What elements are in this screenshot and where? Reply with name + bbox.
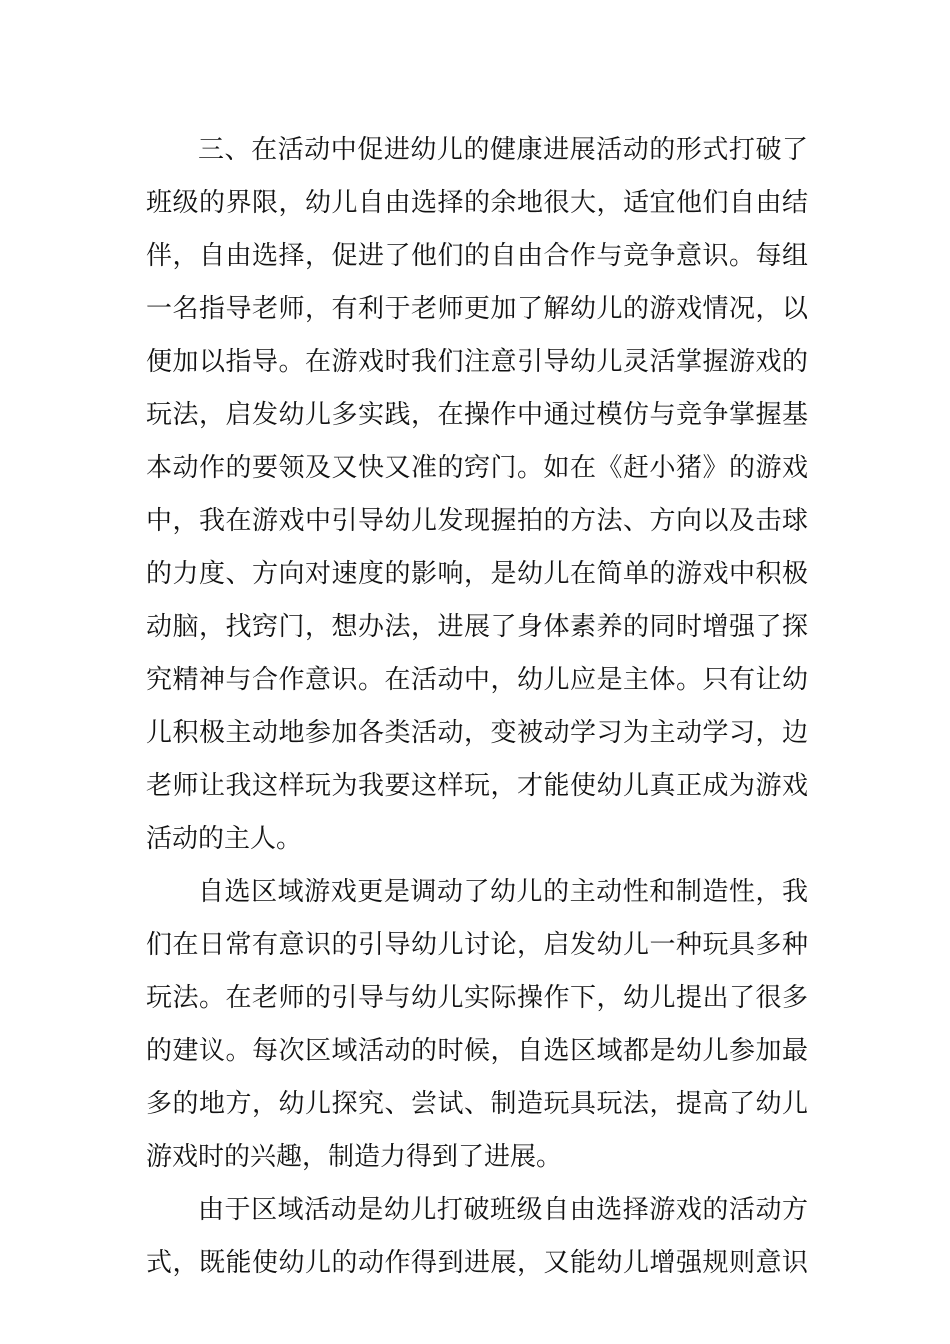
body-text [146, 124, 808, 1290]
paragraph-3-line-1: 由于区域活动是幼儿打破班级自由选择游戏的活动方 [198, 1195, 808, 1225]
paragraph-1-line-1: 三、在活动中促进幼儿的健康进展活动的形式打破了 [198, 135, 808, 165]
paragraph-1-line-10: 动脑，找窍门，想办法，进展了身体素养的同时增强了探 [146, 612, 808, 642]
paragraph-1-line-7: 本动作的要领及又快又准的窍门。如在《赶小猪》的游戏 [146, 453, 808, 483]
paragraph-1-line-13: 老师让我这样玩为我要这样玩，才能使幼儿真正成为游戏 [146, 771, 808, 801]
paragraph-1-line-8: 中，我在游戏中引导幼儿发现握拍的方法、方向以及击球 [146, 506, 808, 536]
paragraph-3-line-2: 式，既能使幼儿的动作得到进展，又能幼儿增强规则意识 [146, 1248, 808, 1278]
paragraph-1-line-3: 伴，自由选择，促进了他们的自由合作与竞争意识。每组 [146, 241, 808, 271]
paragraph-1-line-2: 班级的界限，幼儿自由选择的余地很大，适宜他们自由结 [146, 188, 808, 218]
paragraph-2-line-4: 的建议。每次区域活动的时候，自选区域都是幼儿参加最 [146, 1036, 808, 1066]
paragraph-2-line-3: 玩法。在老师的引导与幼儿实际操作下，幼儿提出了很多 [146, 983, 808, 1013]
paragraph-2-line-5: 多的地方，幼儿探究、尝试、制造玩具玩法，提高了幼儿 [146, 1089, 808, 1119]
paragraph-1-line-6: 玩法，启发幼儿多实践，在操作中通过模仿与竞争掌握基 [146, 400, 808, 430]
paragraph-1-line-14: 活动的主人。 [146, 824, 303, 854]
paragraph-2-line-1: 自选区域游戏更是调动了幼儿的主动性和制造性，我 [198, 877, 808, 907]
paragraph-1-line-12: 儿积极主动地参加各类活动，变被动学习为主动学习，边 [146, 718, 808, 748]
paragraph-2-line-6: 游戏时的兴趣，制造力得到了进展。 [146, 1142, 563, 1172]
paragraph-1-line-11: 究精神与合作意识。在活动中，幼儿应是主体。只有让幼 [146, 665, 808, 695]
paragraph-1-line-9: 的力度、方向对速度的影响，是幼儿在简单的游戏中积极 [146, 559, 808, 589]
paragraph-1-line-5: 便加以指导。在游戏时我们注意引导幼儿灵活掌握游戏的 [146, 347, 808, 377]
paragraph-2-line-2: 们在日常有意识的引导幼儿讨论，启发幼儿一种玩具多种 [146, 930, 808, 960]
paragraph-1-line-4: 一名指导老师，有利于老师更加了解幼儿的游戏情况，以 [146, 294, 808, 324]
